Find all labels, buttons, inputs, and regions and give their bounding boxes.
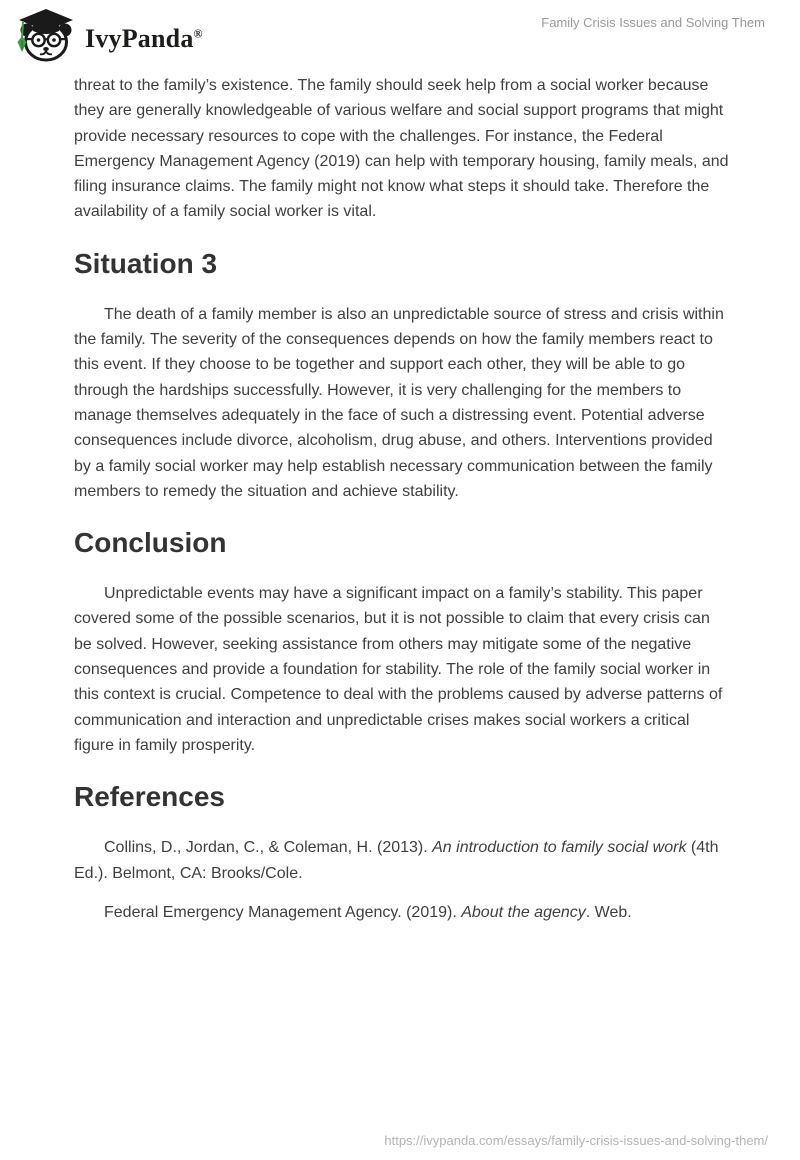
reference-text: . Web. [585,903,632,921]
reference-item [74,900,729,925]
panda-graduate-icon [14,8,76,69]
intro-continuation-paragraph: threat to the family’s existence. The family should seek help from a social worker because they are generally knowledgeable of various welfare and social support programs that might provide necessary resources to cope with the challenges. For instance, the Federal Emergency Management Agency (2019) can help with temporary housing, family meals, and filing insurance claims. The family might not know what steps it should take. Therefore the availability of a family social worker is vital. [74,77,729,221]
ivypanda-logo[interactable] [14,8,203,69]
reference-text: (4th Ed.). Belmont, CA: Brooks/Cole. [74,839,719,882]
conclusion-paragraph: Unpredictable events may have a significant impact on a family’s stability. This paper covered some of the possible scenarios, but it is not possible to claim that every crisis can be solved. However, seeking assistance from others may mitigate some of the negative consequences and provide a foundation for stability. The role of the family social worker in this context is crucial. Competence to deal with the problems caused by adverse patterns of communication and interaction and unpredictable crises makes social workers a critical figure in family prosperity. [74,585,723,754]
heading-situation-3: Situation 3 [74,247,218,279]
reference-item [74,835,729,886]
page-header [0,0,800,70]
registered-trademark: ® [193,25,203,40]
reference-text: Federal Emergency Management Agency. (2019). [104,903,462,921]
reference-title-italic: An introduction to family social work [432,839,687,857]
document-title: Family Crisis Issues and Solving Them [541,15,765,30]
situation-3-paragraph: The death of a family member is also an unpredictable source of stress and crisis within the family. The severity of the consequences depends on how the family members react to this event. If they choose to be together and support each other, they will be able to go through the hardships successfully. However, it is very challenging for the members to manage themselves adequately in the face of such a distressing event. Potential adverse consequences include divorce, alcoholism, drug abuse, and others. Interventions provided by a family social worker may help establish necessary communication between the family members to remedy the situation and achieve stability. [74,305,724,500]
heading-conclusion: Conclusion [74,527,227,559]
heading-references: References [74,781,225,813]
brand-name: IvyPanda® [85,23,203,53]
reference-title-italic: About the agency [461,903,586,921]
reference-text: Collins, D., Jordan, C., & Coleman, H. (2013). [104,839,433,857]
source-url: https://ivypanda.com/essays/family-crisis-issues-and-solving-them/ [384,1133,768,1148]
document-body [0,70,800,925]
